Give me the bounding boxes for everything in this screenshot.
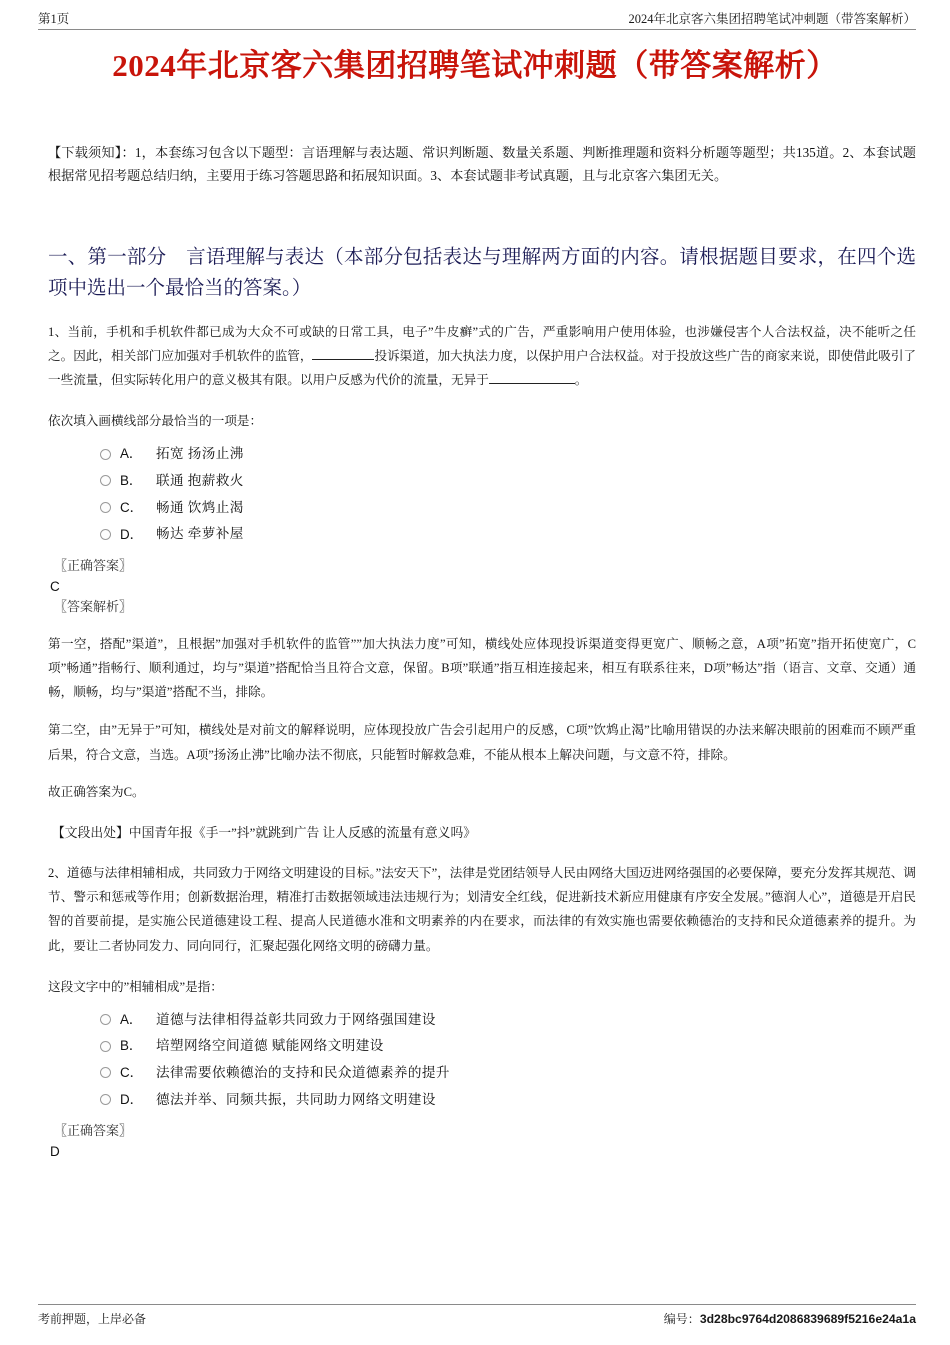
question-1-options xyxy=(100,444,916,544)
page-title: 2024年北京客六集团招聘笔试冲刺题（带答案解析） xyxy=(112,48,838,83)
section-heading: 一、第一部分 言语理解与表达（本部分包括表达与理解两方面的内容。请根据题目要求，在四个选项中选出一个最恰当的答案。） xyxy=(48,247,916,299)
option-letter: D． xyxy=(120,526,144,542)
option-text: 法律需要依赖德治的支持和民众道德素养的提升 xyxy=(156,1065,450,1081)
option-letter: D． xyxy=(120,1091,144,1107)
source-citation: 【文段出处】中国青年报《手一”抖”就跳到广告 让人反感的流量有意义吗》 xyxy=(52,825,477,840)
radio-icon[interactable] xyxy=(100,449,111,460)
option-1-b[interactable] xyxy=(100,471,916,491)
question-2 xyxy=(48,861,916,1162)
question-2-stem-text: 道德与法律相辅相成，共同致力于网络文明建设的目标。”法安天下”，法律是党团结领导人民由网络大国迈进网络强国的必要保障，要充分发挥其规范、调节、警示和惩戒等作用；创新数据治理，精准打击数据领域违法违规行为；划清安全红线，促进新技术新应用健康有序安全发展。”德润人心”，道德是开启民智的首要前提，是实施公民道德建设工程、提高人民道德水准和文明素养的内在要求，而法律的有效实施也需要依赖德治的支持和民众道德素养的提升。为此，要让二者协同发力、同向同行，汇聚起强化网络文明的磅礴力量。 xyxy=(48,866,916,953)
option-text: 德法并举、同频共振，共同助力网络文明建设 xyxy=(156,1091,436,1107)
question-2-answer-block xyxy=(48,1121,916,1162)
radio-icon[interactable] xyxy=(100,1041,111,1052)
download-notice: 【下载须知】：1，本套练习包含以下题型：言语理解与表达题、常识判断题、数量关系题、判断推理题和资料分析题等题型；共135道。2、本套试题根据常见招考题总结归纳，主要用于练习答题思路和拓展知识面。3、本套试题非考试真题，且与北京客六集团无关。 xyxy=(48,145,916,183)
explanation-paragraph-1: 第一空，搭配”渠道”，且根据”加强对手机软件的监管””加大执法力度”可知，横线处应体现投诉渠道变得更宽广、顺畅之意，A项”拓宽”指开拓使宽广，C项”畅通”指畅行、顺利通过，均与”渠道”搭配恰当且符合文意，保留。B项”联通”指互相连接起来，相互有联系往来，D项”畅达”指（语言、文章、交通）通畅，顺畅，均与”渠道”搭配不当，排除。 xyxy=(48,636,916,700)
question-2-prompt: 这段文字中的”相辅相成”是指： xyxy=(48,979,223,994)
header-document-title: 2024年北京客六集团招聘笔试冲刺题（带答案解析） xyxy=(628,12,916,26)
option-2-b[interactable] xyxy=(100,1036,916,1056)
question-1-stem-part2: 投诉渠道，加大执法力度，以保护用户合法权益。对于投放这些广告的商家来说，即使借此吸引了一些流量，但实际转化用户的意义极其有限。以用户反感为代价的流量，无异于 xyxy=(48,349,916,388)
question-1 xyxy=(48,320,916,845)
radio-icon[interactable] xyxy=(100,502,111,513)
question-1-stem xyxy=(48,320,916,393)
explanation-label: 〖答案解析〗 xyxy=(54,599,133,615)
radio-icon[interactable] xyxy=(100,1067,111,1078)
question-2-number: 2、 xyxy=(48,866,67,881)
question-2-options xyxy=(100,1010,916,1110)
option-letter: A． xyxy=(120,446,143,462)
question-1-stem-part3: 。 xyxy=(574,373,588,388)
option-letter: C． xyxy=(120,499,144,515)
footer-code-label: 编号： xyxy=(663,1312,700,1326)
footer-code-value: 3d28bc9764d2086839689f5216e24a1a xyxy=(699,1312,916,1326)
question-1-blank-2 xyxy=(489,383,575,384)
question-1-prompt: 依次填入画横线部分最恰当的一项是： xyxy=(48,414,263,429)
correct-answer-label: 〖正确答案〗 xyxy=(54,1123,133,1139)
running-header xyxy=(38,12,916,30)
document-content xyxy=(48,142,916,1163)
question-1-stem-part1: 当前，手机和手机软件都已成为大众不可或缺的日常工具，电子”牛皮癣”式的广告，严重影响用户使用体验，也涉嫌侵害个人合法权益，决不能听之任之。因此，相关部门应加强对手机软件的监管， xyxy=(48,324,917,364)
running-footer xyxy=(38,1304,916,1327)
option-1-c[interactable] xyxy=(100,498,916,518)
option-text: 道德与法律相得益彰共同致力于网络强国建设 xyxy=(156,1011,436,1027)
option-2-d[interactable] xyxy=(100,1090,916,1110)
question-2-stem xyxy=(48,861,916,958)
page-number-label: 第1页 xyxy=(38,12,70,26)
footer-code xyxy=(664,1310,916,1327)
option-2-a[interactable] xyxy=(100,1010,916,1030)
option-text: 拓宽 扬汤止沸 xyxy=(156,446,244,462)
option-letter: A． xyxy=(120,1011,143,1027)
option-text: 联通 抱薪救火 xyxy=(156,472,244,488)
footer-slogan: 考前押题，上岸必备 xyxy=(38,1312,147,1326)
explanation-paragraph-2: 第二空，由”无异于”可知，横线处是对前文的解释说明，应体现投放广告会引起用户的反感，C项”饮鸩止渴”比喻用错误的办法来解决眼前的困难而不顾严重后果，符合文意，当选。A项”扬汤止沸”比喻办法不彻底，只能暂时解救急难，不能从根本上解决问题，与文意不符，排除。 xyxy=(48,723,916,762)
option-text: 培塑网络空间道德 赋能网络文明建设 xyxy=(156,1038,384,1054)
option-text: 畅达 牵萝补屋 xyxy=(156,526,244,542)
radio-icon[interactable] xyxy=(100,475,111,486)
option-1-d[interactable] xyxy=(100,524,916,544)
question-1-number: 1、 xyxy=(48,324,68,339)
correct-answer-value: C xyxy=(50,578,60,594)
correct-answer-value: D xyxy=(50,1144,60,1160)
option-1-a[interactable] xyxy=(100,444,916,464)
option-text: 畅通 饮鸩止渴 xyxy=(156,499,244,515)
question-1-blank-1 xyxy=(312,359,374,360)
radio-icon[interactable] xyxy=(100,1014,111,1025)
option-letter: C． xyxy=(120,1065,144,1081)
option-letter: B． xyxy=(120,1038,143,1054)
explanation-conclusion: 故正确答案为C。 xyxy=(48,784,145,799)
option-2-c[interactable] xyxy=(100,1063,916,1083)
option-letter: B． xyxy=(120,473,143,489)
question-1-answer-block xyxy=(48,556,916,618)
radio-icon[interactable] xyxy=(100,529,111,540)
radio-icon[interactable] xyxy=(100,1094,111,1105)
correct-answer-label: 〖正确答案〗 xyxy=(54,558,133,574)
